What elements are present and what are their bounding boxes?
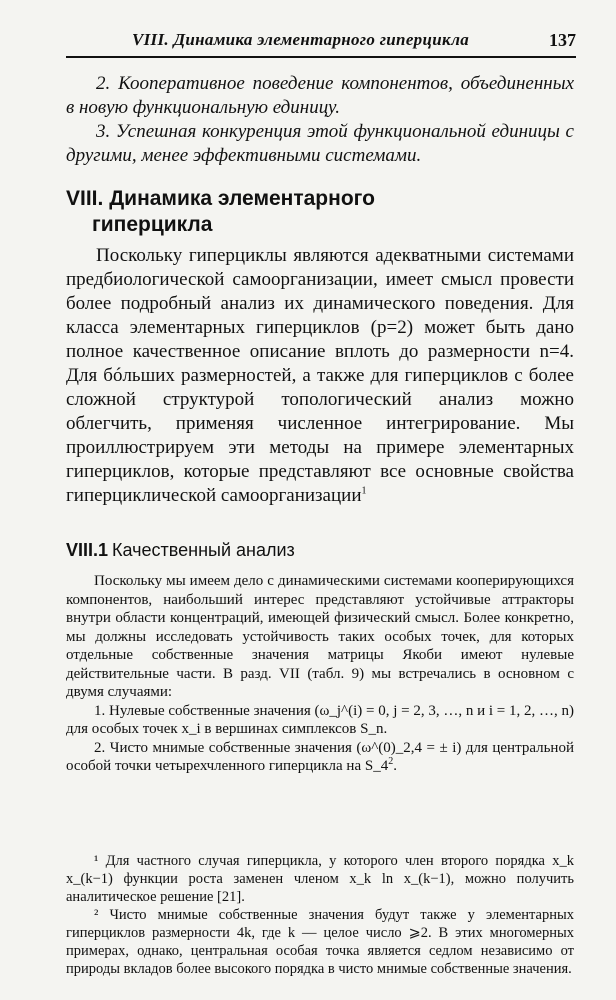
section-title-line1: Динамика элементарного (109, 187, 375, 210)
subsection-body (66, 572, 574, 776)
subsection-paragraph: Поскольку мы имеем дело с динамическими системами кооперирующихся компонентов, наибольший интерес представляют устойчивые аттракторы внутри области концентраций, имеющей физический смысл. Более конкретно, мы должны исследовать устойчивость таких особых точек, для которых отдельные собственные значения матрицы Якоби имеют нулевые действительные части. В разд. VII (табл. 9) мы встречались в основном с двумя случаями: (66, 573, 574, 700)
subsection-number: VIII.1 (66, 540, 109, 560)
case-item: 1. Нулевые собственные значения (ω_j^(i) = 0, j = 2, 3, …, n и i = 1, 2, …, n) для особых точек x_i в вершинах симплексов S_n. (66, 702, 574, 737)
running-head (66, 30, 576, 58)
intro-paragraph (66, 244, 574, 508)
running-title: VIII. Динамика элементарного гиперцикла (132, 30, 470, 49)
footnote-mark: 1 (361, 485, 367, 497)
case-item-2: 2. Чисто мнимые собственные значения (ω^(0)_2,4 = ± i) для центральной особой точки четырехчленного гиперцикла на $S\_4^2$. (66, 739, 574, 774)
page-number: 137 (549, 30, 576, 50)
list-item: 3. Успешная конкуренция этой функциональной единицы с другими, менее эффективными системами. (66, 121, 574, 166)
section-title-line2: гиперцикла (92, 213, 213, 236)
subsection-heading (66, 538, 566, 562)
section-number: VIII. (66, 187, 104, 210)
subsection-title: Качественный анализ (112, 540, 295, 560)
footnote: ² Чисто мнимые собственные значения будут также у элементарных гиперциклов размерности 4k, где k — целое число ⩾2. В этих многомерных примерах, однако, центральная особая точка является седлом независимо от природы вкладов более высокого порядка в чисто мнимые собственные значения. (66, 907, 574, 977)
footnote-mark: 2 (388, 756, 394, 767)
list-continuation (66, 72, 574, 168)
intro-paragraph-text: Поскольку гиперциклы являются адекватными системами предбиологической самоорганизации, имеет смысл провести более подробный анализ их динамического поведения. Для класса элементарных гиперциклов (p=2) может быть дано полное качественное описание вплоть до размерности n=4. Для бóльших размерностей, а также для гиперциклов с более сложной структурой топологический анализ можно облегчить, применяя численное интегрирование. Мы проиллюстрируем эти методы на примере элементарных гиперциклов, которые представляют все основные свойства гиперциклической самоорганизации (66, 245, 574, 506)
section-heading (66, 186, 566, 238)
list-item: 2. Кооперативное поведение компонентов, объединенных в новую функциональную единицу. (66, 73, 574, 118)
intro-paragraph-block (66, 244, 574, 508)
footnotes (66, 852, 574, 978)
footnote: ¹ Для частного случая гиперцикла, у которого член второго порядка x_k x_(k−1) функции роста заменен членом x_k ln x_(k−1), можно получить аналитическое решение [21]. (66, 853, 574, 905)
case-item-text: 2. Чисто мнимые собственные значения (ω^(0)_2,4 = ± i) для центральной особой точки четырехчленного гиперцикла на S_4 (66, 739, 574, 774)
